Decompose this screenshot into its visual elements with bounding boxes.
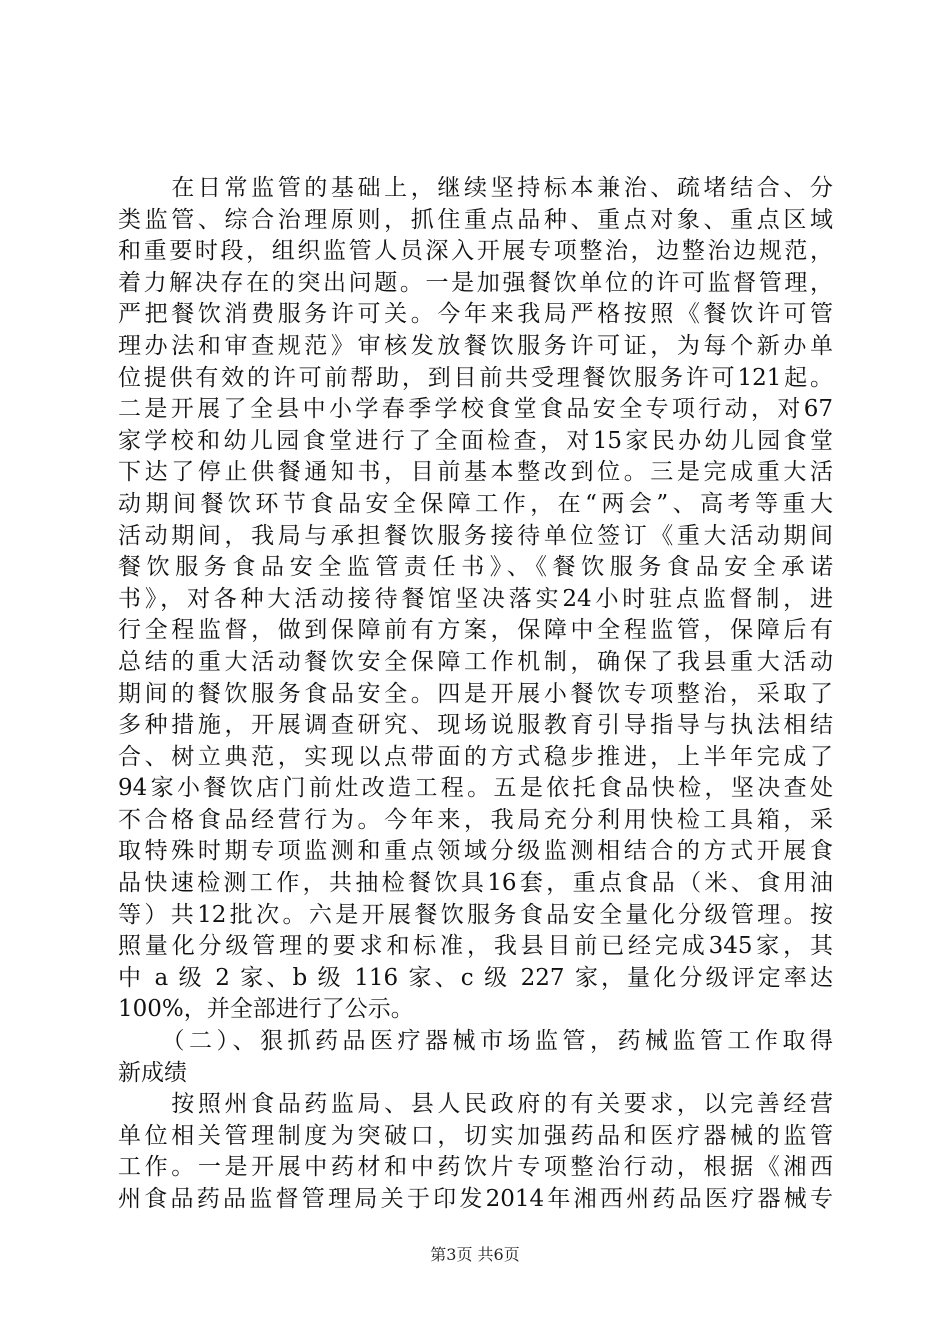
section-heading-line: 新成绩 bbox=[118, 1059, 187, 1086]
text-line: 等）共12批次。六是开展餐饮服务食品安全量化分级管理。按 bbox=[118, 901, 833, 928]
text-line: 下达了停止供餐通知书，目前基本整改到位。三是完成重大活 bbox=[118, 459, 833, 486]
text-line: 94家小餐饮店门前灶改造工程。五是依托食品快检，坚决查处 bbox=[118, 775, 833, 802]
text-line: 位提供有效的许可前帮助，到目前共受理餐饮服务许可121起。 bbox=[118, 364, 833, 391]
text-line: 餐饮服务食品安全监管责任书》、《餐饮服务食品安全承诺 bbox=[118, 554, 833, 581]
text-line: 着力解决存在的突出问题。一是加强餐饮单位的许可监督管理， bbox=[118, 269, 833, 296]
page-footer: 第3页 共6页 bbox=[430, 1245, 520, 1264]
text-line: 多种措施，开展调查研究、现场说服教育引导指导与执法相结 bbox=[118, 712, 833, 739]
text-line: 总结的重大活动餐饮安全保障工作机制，确保了我县重大活动 bbox=[118, 648, 833, 675]
document-body bbox=[118, 173, 833, 1216]
text-line: 严把餐饮消费服务许可关。今年来我局严格按照《餐饮许可管 bbox=[118, 301, 833, 328]
text-line: 合、树立典范，实现以点带面的方式稳步推进，上半年完成了 bbox=[118, 743, 833, 770]
text-line: 100%，并全部进行了公示。 bbox=[118, 996, 414, 1023]
text-line: 工作。一是开展中药材和中药饮片专项整治行动，根据《湘西 bbox=[118, 1154, 833, 1181]
text-line: 期间的餐饮服务食品安全。四是开展小餐饮专项整治，采取了 bbox=[118, 680, 833, 707]
text-line: 在日常监管的基础上，继续坚持标本兼治、疏堵结合、分 bbox=[118, 175, 833, 201]
text-line: 活动期间，我局与承担餐饮服务接待单位签订《重大活动期间 bbox=[118, 522, 833, 549]
text-line: 类监管、综合治理原则，抓住重点品种、重点对象、重点区域 bbox=[118, 206, 833, 233]
text-line: 照量化分级管理的要求和标准，我县目前已经完成345家，其 bbox=[118, 933, 833, 960]
section-heading-line: （二）、狠抓药品医疗器械市场监管，药械监管工作取得 bbox=[118, 1028, 833, 1055]
text-line: 和重要时段，组织监管人员深入开展专项整治，边整治边规范， bbox=[118, 238, 833, 265]
text-line: 不合格食品经营行为。今年来，我局充分利用快检工具箱，采 bbox=[118, 806, 833, 833]
text-line: 书》，对各种大活动接待餐馆坚决落实24小时驻点监督制，进 bbox=[118, 585, 833, 612]
text-line: 州食品药品监督管理局关于印发2014年湘西州药品医疗器械专 bbox=[118, 1186, 833, 1212]
text-line: 取特殊时期专项监测和重点领域分级监测相结合的方式开展食 bbox=[118, 838, 833, 865]
text-line: 单位相关管理制度为突破口，切实加强药品和医疗器械的监管 bbox=[118, 1122, 833, 1149]
text-line: 中 a 级 2 家、b 级 116 家、c 级 227 家，量化分级评定率达 bbox=[118, 964, 833, 991]
text-line: 家学校和幼儿园食堂进行了全面检查，对15家民办幼儿园食堂 bbox=[118, 427, 833, 454]
text-line: 二是开展了全县中小学春季学校食堂食品安全专项行动，对67 bbox=[118, 396, 833, 423]
text-line: 行全程监督，做到保障前有方案，保障中全程监管，保障后有 bbox=[118, 617, 833, 644]
text-line: 理办法和审查规范》审核发放餐饮服务许可证，为每个新办单 bbox=[118, 332, 833, 359]
text-line: 品快速检测工作，共抽检餐饮具16套，重点食品（米、食用油 bbox=[118, 870, 833, 897]
text-line: 按照州食品药监局、县人民政府的有关要求，以完善经营 bbox=[118, 1091, 833, 1118]
text-line: 动期间餐饮环节食品安全保障工作，在“两会”、高考等重大 bbox=[118, 490, 833, 517]
